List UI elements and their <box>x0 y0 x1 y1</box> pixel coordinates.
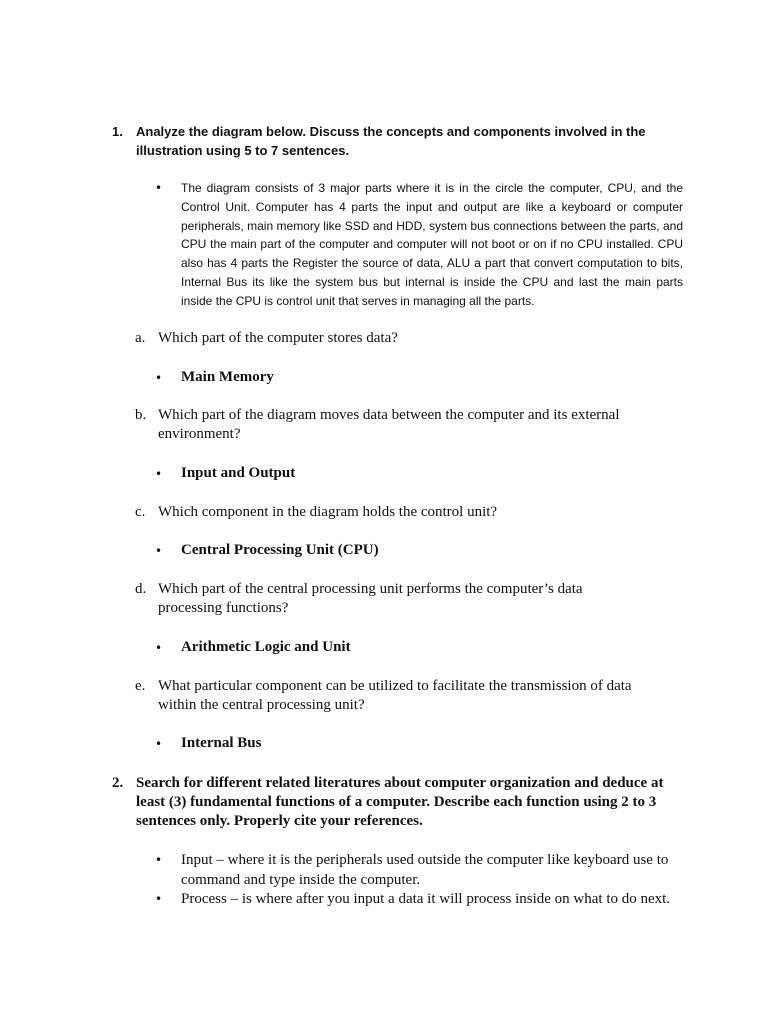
sub-question-c <box>135 503 655 522</box>
sub-question-b <box>135 406 655 444</box>
sub-answer-c: Central Processing Unit (CPU) <box>181 542 379 558</box>
bullet-icon: • <box>155 641 163 655</box>
bullet-icon: • <box>155 737 163 751</box>
question-1-number: 1. <box>112 124 123 139</box>
question-2-number: 2. <box>112 775 124 791</box>
sub-question-text: Which part of the central processing unit performs the computer’s data processing functions? <box>158 581 583 616</box>
sub-question-letter: e. <box>135 678 146 694</box>
sub-question-a <box>135 329 655 348</box>
question-2-item-input: Input – where it is the peripherals used outside the computer like keyboard use to command and type inside the computer. <box>181 852 669 888</box>
question-1 <box>112 122 684 160</box>
bullet-icon: • <box>155 467 163 481</box>
sub-question-e <box>135 677 655 715</box>
question-2 <box>112 774 672 831</box>
bullet-icon: • <box>155 853 163 867</box>
sub-answer-b: Input and Output <box>181 465 296 481</box>
sub-question-letter: d. <box>135 581 147 597</box>
sub-question-letter: b. <box>135 407 147 423</box>
sub-question-text: Which part of the computer stores data? <box>158 330 398 346</box>
question-1-answer: The diagram consists of 3 major parts where it is in the circle the computer, CPU, and the Control Unit. Computer has 4 parts the input and output are like a keyboard or computer peripherals, main memory like SSD and HDD, system bus connections between the parts, and CPU the main part of the computer and computer will not boot or on if no CPU installed. CPU also has 4 parts the Register the source of data, ALU a part that convert computation to bits, Internal Bus its like the system bus but internal is inside the CPU and last the main parts inside the CPU is control unit that serves in managing all the parts. <box>181 181 683 308</box>
bullet-icon: • <box>155 371 163 385</box>
sub-question-d <box>135 580 655 618</box>
sub-answer-a: Main Memory <box>181 369 274 385</box>
sub-answer-e: Internal Bus <box>181 735 262 751</box>
question-2-item-process: Process – is where after you input a data it will process inside on what to do next. <box>181 891 671 907</box>
bullet-icon: • <box>155 544 163 558</box>
sub-question-text: What particular component can be utilized to facilitate the transmission of data within the central processing unit? <box>158 678 632 713</box>
sub-answer-d: Arithmetic Logic and Unit <box>181 639 351 655</box>
bullet-icon: • <box>155 892 163 906</box>
sub-question-letter: a. <box>135 330 146 346</box>
sub-question-text: Which part of the diagram moves data between the computer and its external environment? <box>158 407 620 442</box>
bullet-icon: • <box>155 181 163 195</box>
question-1-text: Analyze the diagram below. Discuss the concepts and components involved in the illustration using 5 to 7 sentences. <box>136 124 646 158</box>
question-2-text: Search for different related literatures about computer organization and deduce at least (3) fundamental functions of a computer. Describe each function using 2 to 3 sentences only. Properly cite your references. <box>136 775 664 829</box>
sub-question-text: Which component in the diagram holds the control unit? <box>158 504 498 520</box>
sub-question-letter: c. <box>135 504 146 520</box>
